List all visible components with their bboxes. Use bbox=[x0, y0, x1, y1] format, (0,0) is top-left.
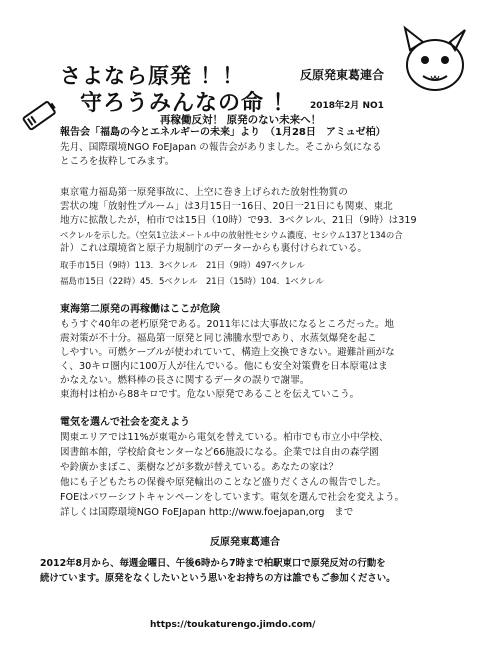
report-paragraph-3: 地方に拡散したが，柏市では15日（10時）で93．3ベクレル、21日（9時）は319 bbox=[60, 215, 417, 226]
data-fukushima: 福島市15日（22時）45．5ベクレル 21日（15時）104．1ベクレル bbox=[60, 276, 324, 286]
issue-date: 2018年2月 NO1 bbox=[310, 101, 384, 111]
power-line-5: FOEはパワーシフトキャンペーンをしています。電気を選んで社会を変えよう。 bbox=[60, 492, 405, 503]
footer-notice-2: 続けています。原発をなくしたいという思いをお持ちの方は誰でもご参加ください。 bbox=[40, 573, 396, 584]
report-paragraph-5: 計）これは環境省と原子力規制庁のデーターからも裏付けられている。 bbox=[60, 243, 367, 254]
report-paragraph-4: ベクレルを示した。（空気1立法メートル中の放射性セシウム濃度、セシウム137と134の合 bbox=[60, 230, 403, 240]
data-toride: 取手市15日（9時）113．3ベクレル 21日（9時）497ベクレル bbox=[60, 260, 305, 270]
footer-organization: 反原発東葛連合 bbox=[210, 537, 280, 548]
tokai-line-6: 東海村は柏から88キロです。危ない原発であることを伝えていこう。 bbox=[60, 389, 360, 400]
report-intro-2: ところを抜粋してみます。 bbox=[60, 156, 175, 167]
report-paragraph-1: 東京電力福島第一原発事故に、上空に巻き上げられた放射性物質の bbox=[60, 187, 348, 198]
tokai-heading: 東海第二原発の再稼働はここが危険 bbox=[60, 304, 220, 315]
page-title-line1: さよなら原発 ！！ bbox=[60, 64, 245, 88]
tokai-line-2: 震対策が不十分。福島第一原発と同じ沸騰水型であり、水蒸気爆発を起こ bbox=[60, 333, 377, 344]
tokai-line-5: かなえない。燃料棒の長さに関するデータの誤りで謝罪。 bbox=[60, 375, 310, 386]
power-heading: 電気を選んで社会を変えよう bbox=[60, 417, 190, 428]
tokai-line-4: く、30キロ圏内に100万人が住んでいる。他にも安全対策費を日本原電はま bbox=[60, 361, 388, 372]
footer-url-link[interactable]: https://toukaturengo.jimdo.com/ bbox=[150, 620, 316, 630]
power-line-3: や鈴廣かまぼこ、薬樹などが多数が替えている。あなたの家は？ bbox=[60, 462, 339, 473]
organization-name: 反原発東葛連合 bbox=[300, 68, 385, 82]
battery-logo-icon bbox=[20, 95, 60, 135]
subtitle: 再稼働反対！ 原発のない未来へ！ bbox=[160, 114, 322, 126]
tokai-line-1: もうすぐ40年の老朽原発である。2011年には大事故になるところだった。地 bbox=[60, 319, 395, 330]
footer-notice-1: 2012年8月から、毎週金曜日、午後6時から7時まで柏駅東口で原発反対の行動を bbox=[40, 558, 386, 569]
report-paragraph-2: 雲状の塊「放射性プルーム」は3月15日一16日、20日一21日にも関東、東北 bbox=[60, 201, 393, 212]
report-heading: 報告会「福島の今とエネルギーの未来」より （1月28日 アミュゼ柏） bbox=[60, 127, 386, 138]
tokai-line-3: しやすい。可燃ケーブルが使われていて、構造上交換できない。避難計画がな bbox=[60, 347, 395, 358]
mascot-face-icon bbox=[395, 20, 475, 100]
page-title-line2: 守ろうみんなの命 ！ bbox=[80, 91, 296, 116]
power-line-2: 図書館本館，学校給食センターなど66施設になる。企業では自由の森学園 bbox=[60, 447, 379, 458]
power-line-6: 詳しくは国際環境NGO FoEJapan http://www.foejapan,org まで bbox=[60, 507, 354, 518]
power-line-1: 関東エリアでは11%が東電から電気を替えている。柏市でも市立小中学校、 bbox=[60, 432, 389, 443]
power-line-4: 他にも子どもたちの保養や原発輸出のことなど盛りだくさんの報告でした。 bbox=[60, 477, 387, 488]
report-intro-1: 先月、国際環境NGO FoEJapan の報告会がありました。そこから気になる bbox=[60, 142, 382, 153]
